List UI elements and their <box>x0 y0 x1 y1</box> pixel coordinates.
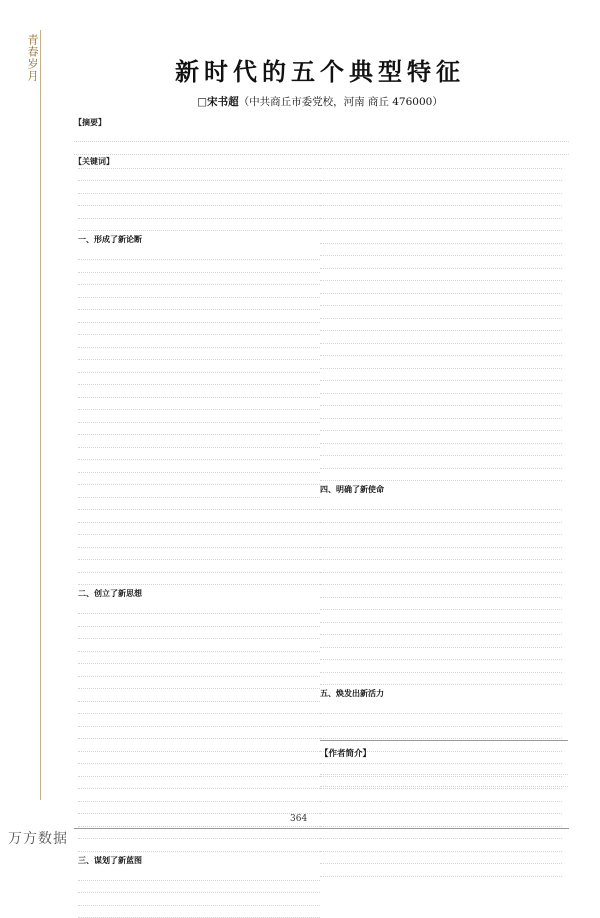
paragraph-placeholder <box>78 893 320 906</box>
paragraph-placeholder <box>78 248 320 261</box>
paragraph-placeholder <box>320 381 562 394</box>
paragraph-placeholder <box>78 906 320 918</box>
paragraph-placeholder <box>320 635 562 648</box>
paragraph-placeholder <box>78 627 320 640</box>
paragraph-placeholder <box>78 398 320 411</box>
paragraph-placeholder <box>78 435 320 448</box>
page-number: 364 <box>290 814 307 824</box>
paragraph-placeholder <box>320 281 562 294</box>
column-left <box>78 156 320 918</box>
paragraph-placeholder <box>78 677 320 690</box>
paragraph-placeholder <box>320 864 562 877</box>
paragraph-placeholder <box>320 406 562 419</box>
abstract-text-placeholder <box>74 130 569 143</box>
paragraph-placeholder <box>78 460 320 473</box>
paragraph-placeholder <box>78 739 320 752</box>
paragraph-placeholder <box>320 394 562 407</box>
section-heading-4: 四、明确了新使命 <box>320 484 562 496</box>
paragraph-placeholder <box>320 702 562 715</box>
paragraph-placeholder <box>78 181 320 194</box>
paragraph-placeholder <box>320 802 562 815</box>
paragraph-placeholder <box>320 585 562 598</box>
paragraph-placeholder <box>78 614 320 627</box>
paragraph-placeholder <box>320 356 562 369</box>
section-heading-1: 一、形成了新论断 <box>78 234 320 246</box>
paragraph-placeholder <box>78 652 320 665</box>
section-heading-3: 三、谋划了新蓝图 <box>78 855 320 867</box>
side-divider <box>40 30 41 800</box>
paragraph-placeholder <box>78 814 320 827</box>
paragraph-placeholder <box>78 423 320 436</box>
paragraph-placeholder <box>78 752 320 765</box>
paragraph-placeholder <box>78 360 320 373</box>
paragraph-placeholder <box>78 206 320 219</box>
paragraph-placeholder <box>320 244 562 257</box>
paragraph-placeholder <box>320 181 562 194</box>
paragraph-placeholder <box>320 444 562 457</box>
paragraph-placeholder <box>320 469 562 482</box>
author-note-placeholder <box>320 762 568 775</box>
paragraph-placeholder <box>78 273 320 286</box>
section-heading-5: 五、焕发出新活力 <box>320 688 562 700</box>
paragraph-placeholder <box>78 310 320 323</box>
paragraph-placeholder <box>320 660 562 673</box>
paragraph-placeholder <box>78 323 320 336</box>
paragraph-placeholder <box>78 169 320 182</box>
paragraph-placeholder <box>320 269 562 282</box>
paragraph-placeholder <box>78 714 320 727</box>
paragraph-placeholder <box>320 673 562 686</box>
author-note <box>320 740 568 787</box>
paragraph-placeholder <box>320 852 562 865</box>
paragraph-placeholder <box>78 194 320 207</box>
paragraph-placeholder <box>320 560 562 573</box>
paragraph-placeholder <box>320 598 562 611</box>
paragraph-placeholder <box>320 306 562 319</box>
paragraph-placeholder <box>78 285 320 298</box>
keywords-label: 【关键词】 <box>74 156 114 166</box>
paragraph-placeholder <box>320 535 562 548</box>
author-note-placeholder <box>320 775 568 788</box>
paragraph-placeholder <box>320 623 562 636</box>
paragraph-placeholder <box>78 664 320 677</box>
author-affiliation: （中共商丘市委党校，河南 商丘 476000） <box>239 96 443 108</box>
paragraph-placeholder <box>78 373 320 386</box>
paragraph-placeholder <box>320 714 562 727</box>
paragraph-placeholder <box>320 510 562 523</box>
paragraph-placeholder <box>78 535 320 548</box>
paragraph-placeholder <box>78 802 320 815</box>
paragraph-placeholder <box>78 448 320 461</box>
paragraph-placeholder <box>78 868 320 881</box>
paragraph-placeholder <box>320 548 562 561</box>
paragraph-placeholder <box>78 764 320 777</box>
paragraph-placeholder <box>320 727 562 740</box>
abstract-text-placeholder <box>74 142 569 155</box>
paragraph-placeholder <box>320 169 562 182</box>
paragraph-placeholder <box>78 689 320 702</box>
paragraph-placeholder <box>320 319 562 332</box>
paragraph-placeholder <box>320 206 562 219</box>
paragraph-placeholder <box>78 498 320 511</box>
paragraph-placeholder <box>78 573 320 586</box>
paragraph-placeholder <box>78 298 320 311</box>
paragraph-placeholder <box>78 789 320 802</box>
paragraph-placeholder <box>78 702 320 715</box>
paragraph-placeholder <box>320 256 562 269</box>
footer-rule <box>74 828 569 829</box>
paragraph-placeholder <box>320 648 562 661</box>
author-note-title: 【作者简介】 <box>320 747 568 759</box>
paragraph-placeholder <box>320 231 562 244</box>
paragraph-placeholder <box>78 485 320 498</box>
paragraph-placeholder <box>78 156 320 169</box>
watermark: 万方数据 <box>8 828 68 848</box>
paragraph-placeholder <box>78 510 320 523</box>
paragraph-placeholder <box>78 560 320 573</box>
paragraph-placeholder <box>320 331 562 344</box>
paragraph-placeholder <box>320 456 562 469</box>
paragraph-placeholder <box>78 727 320 740</box>
article-title: 新时代的五个典型特征 <box>60 52 580 87</box>
paragraph-placeholder <box>78 881 320 894</box>
section-heading-2: 二、创立了新思想 <box>78 588 320 600</box>
paragraph-placeholder <box>320 814 562 827</box>
paragraph-placeholder <box>78 335 320 348</box>
paragraph-placeholder <box>320 294 562 307</box>
paragraph-placeholder <box>78 602 320 615</box>
paragraph-placeholder <box>78 548 320 561</box>
paragraph-placeholder <box>320 789 562 802</box>
author-line <box>60 94 580 109</box>
paragraph-placeholder <box>78 348 320 361</box>
paragraph-placeholder <box>320 344 562 357</box>
paragraph-placeholder <box>320 219 562 232</box>
paragraph-placeholder <box>78 777 320 790</box>
paragraph-placeholder <box>320 194 562 207</box>
paragraph-placeholder <box>320 156 562 169</box>
journal-side-label: 青春岁月 <box>24 34 38 82</box>
paragraph-placeholder <box>320 523 562 536</box>
paragraph-placeholder <box>320 573 562 586</box>
paragraph-placeholder <box>320 369 562 382</box>
paragraph-placeholder <box>320 419 562 432</box>
paragraph-placeholder <box>78 385 320 398</box>
paragraph-placeholder <box>320 498 562 511</box>
paragraph-placeholder <box>78 219 320 232</box>
paragraph-placeholder <box>78 410 320 423</box>
paragraph-placeholder <box>78 639 320 652</box>
paragraph-placeholder <box>78 473 320 486</box>
abstract-label: 【摘要】 <box>74 117 106 127</box>
author-name: □宋书超 <box>197 96 238 108</box>
paragraph-placeholder <box>78 260 320 273</box>
paragraph-placeholder <box>320 431 562 444</box>
paragraph-placeholder <box>78 523 320 536</box>
paragraph-placeholder <box>320 610 562 623</box>
